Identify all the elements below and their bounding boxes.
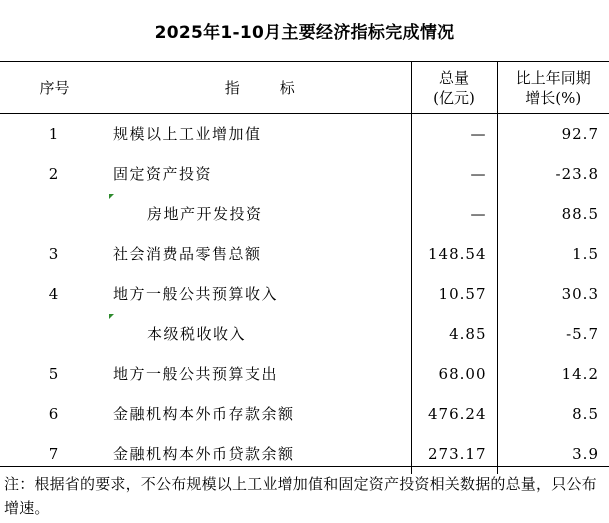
table-header-row [0,62,609,114]
row-total-value: 476.24 [411,394,497,434]
header-total-label: 总量 [438,68,469,87]
row-growth-value: 3.9 [497,434,609,474]
row-growth-value: -5.7 [497,314,609,354]
table-row [0,154,609,194]
row-indicator-name: 地方一般公共预算支出 [113,365,279,383]
row-indicator-name: 社会消费品零售总额 [113,245,262,263]
header-serial-number: 序号 [0,62,109,114]
row-serial-number: 6 [48,404,59,423]
row-growth-value: 1.5 [497,234,609,274]
row-indicator-name: 固定资产投资 [113,165,213,183]
row-total-value: — [411,154,497,194]
report-title: 2025年1-10月主要经济指标完成情况 [154,23,455,43]
row-total-value: 273.17 [411,434,497,474]
table-row [0,434,609,474]
header-growth-label: 比上年同期 [515,68,591,87]
row-indicator-name: 金融机构本外币贷款余额 [113,445,295,463]
row-indicator-label: 房地产开发投资 [147,205,263,223]
header-total [411,62,497,114]
table-row [0,234,609,274]
row-serial-number: 7 [48,444,59,463]
row-total-value: 68.00 [411,354,497,394]
row-serial-number: 4 [48,284,59,303]
row-growth-value: -23.8 [497,154,609,194]
row-serial-number: 3 [48,244,59,263]
indicator-table [0,61,609,474]
row-total-value: — [411,194,497,234]
row-indicator-name [109,194,411,234]
header-growth [497,62,609,114]
footnote: 注：根据省的要求，不公布规模以上工业增加值和固定资产投资相关数据的总量，只公布增速。 [4,475,597,517]
row-indicator-name: 规模以上工业增加值 [113,125,262,144]
row-total-value: 148.54 [411,234,497,274]
row-growth-value: 30.3 [497,274,609,314]
row-serial-number: 2 [48,164,59,183]
row-indicator-name: 金融机构本外币存款余额 [113,405,295,423]
header-indicator: 指标 [109,62,411,114]
row-indicator-label: 本级税收收入 [147,325,247,343]
row-growth-value: 88.5 [497,194,609,234]
row-serial-number [0,314,109,354]
row-growth-value: 8.5 [497,394,609,434]
row-total-value: 10.57 [411,274,497,314]
table-row [0,114,609,154]
row-growth-value: 92.7 [497,114,609,154]
row-total-value: 4.85 [411,314,497,354]
table-row [0,354,609,394]
table-row [0,314,609,354]
row-serial-number: 1 [48,124,59,143]
row-serial-number [0,194,109,234]
header-total-unit: (亿元) [433,88,475,107]
row-indicator-name [109,314,411,354]
edit-marker-icon [109,314,114,319]
row-total-value: — [411,114,497,154]
table-bottom-rule [0,466,609,467]
table-row [0,274,609,314]
header-growth-unit: 增长(%) [525,88,582,107]
edit-marker-icon [109,194,114,199]
table-row [0,394,609,434]
row-serial-number: 5 [48,364,59,383]
row-growth-value: 14.2 [497,354,609,394]
row-indicator-name: 地方一般公共预算收入 [113,285,279,303]
table-row [0,194,609,234]
